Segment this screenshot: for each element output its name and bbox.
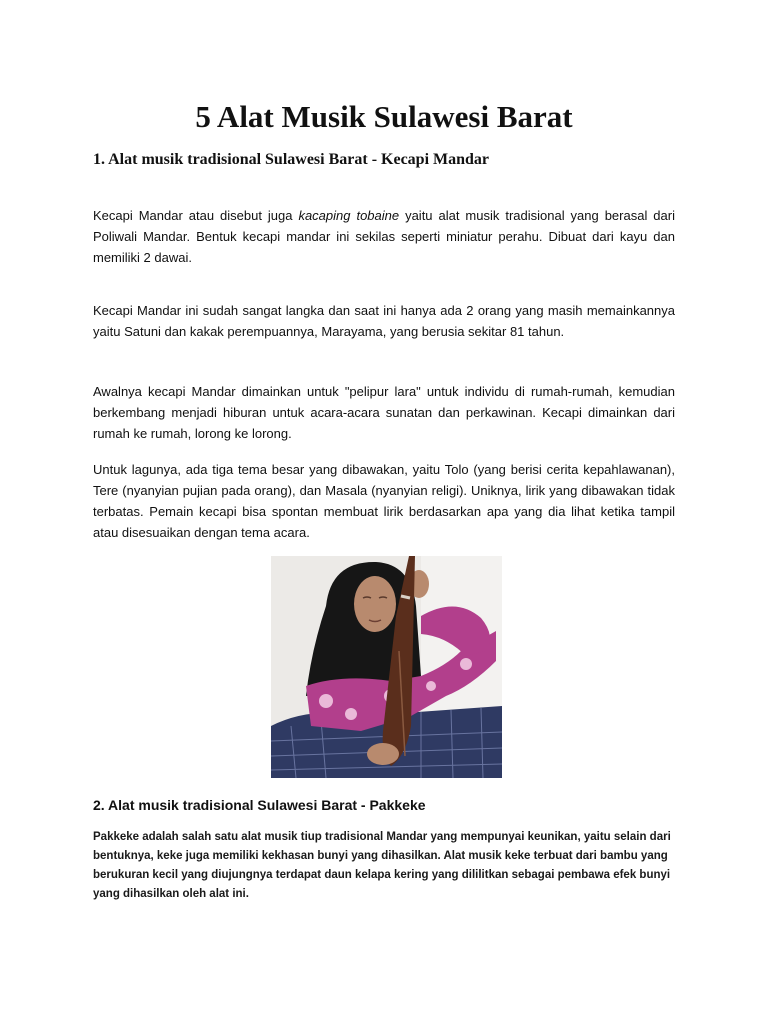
section-1-paragraph-3: Awalnya kecapi Mandar dimainkan untuk "pelipur lara" untuk individu di rumah-rumah, kemudian berkembang menjadi hiburan untuk acara-acara sunatan dan perkawinan. Kecapi dimainkan dari rumah ke rumah, lorong ke lorong. <box>93 384 675 441</box>
kecapi-player-photo <box>271 556 502 778</box>
italic-term: kacaping tobaine <box>298 208 400 223</box>
paragraph-text: yaitu alat musik tradisional yang berasal dari Poliwali Mandar. Bentuk kecapi mandar ini sekilas seperti miniatur perahu. Dibuat dari kayu dan memiliki 2 dawai. <box>93 208 675 265</box>
paragraph-text: Kecapi Mandar atau disebut juga <box>93 208 299 223</box>
section-1-paragraph-4: Untuk lagunya, ada tiga tema besar yang dibawakan, yaitu Tolo (yang berisi cerita kepahlawanan), Tere (nyanyian pujian pada orang), dan Masala (nyanyian religi). Uniknya, lirik yang dibawakan tidak terbatas. Pemain kecapi bisa spontan membuat lirik berdasarkan apa yang dia lihat ketika tampil atau disesuaikan dengan tema acara. <box>93 462 675 540</box>
photo-illustration <box>271 556 502 778</box>
section-1-paragraph-1 <box>93 205 675 268</box>
section-2-paragraph-1: Pakkeke adalah salah satu alat musik tiup tradisional Mandar yang mempunyai keunikan, yaitu selain dari bentuknya, keke juga memiliki kekhasan bunyi yang dihasilkan. Alat musik keke terbuat dari bambu yang berukuran kecil yang diujungnya terdapat daun kelapa kering yang dililitkan sebagai pembawa efek bunyi yang dihasilkan oleh alat ini. <box>93 831 671 900</box>
section-1-paragraph-2: Kecapi Mandar ini sudah sangat langka dan saat ini hanya ada 2 orang yang masih memainkannya yaitu Satuni dan kakak perempuannya, Marayama, yang berusia sekitar 81 tahun. <box>93 303 675 339</box>
section-2-heading: 2. Alat musik tradisional Sulawesi Barat - Pakkeke <box>93 797 426 813</box>
section-1-heading: 1. Alat musik tradisional Sulawesi Barat - Kecapi Mandar <box>93 151 490 168</box>
document-title: 5 Alat Musik Sulawesi Barat <box>195 99 573 134</box>
